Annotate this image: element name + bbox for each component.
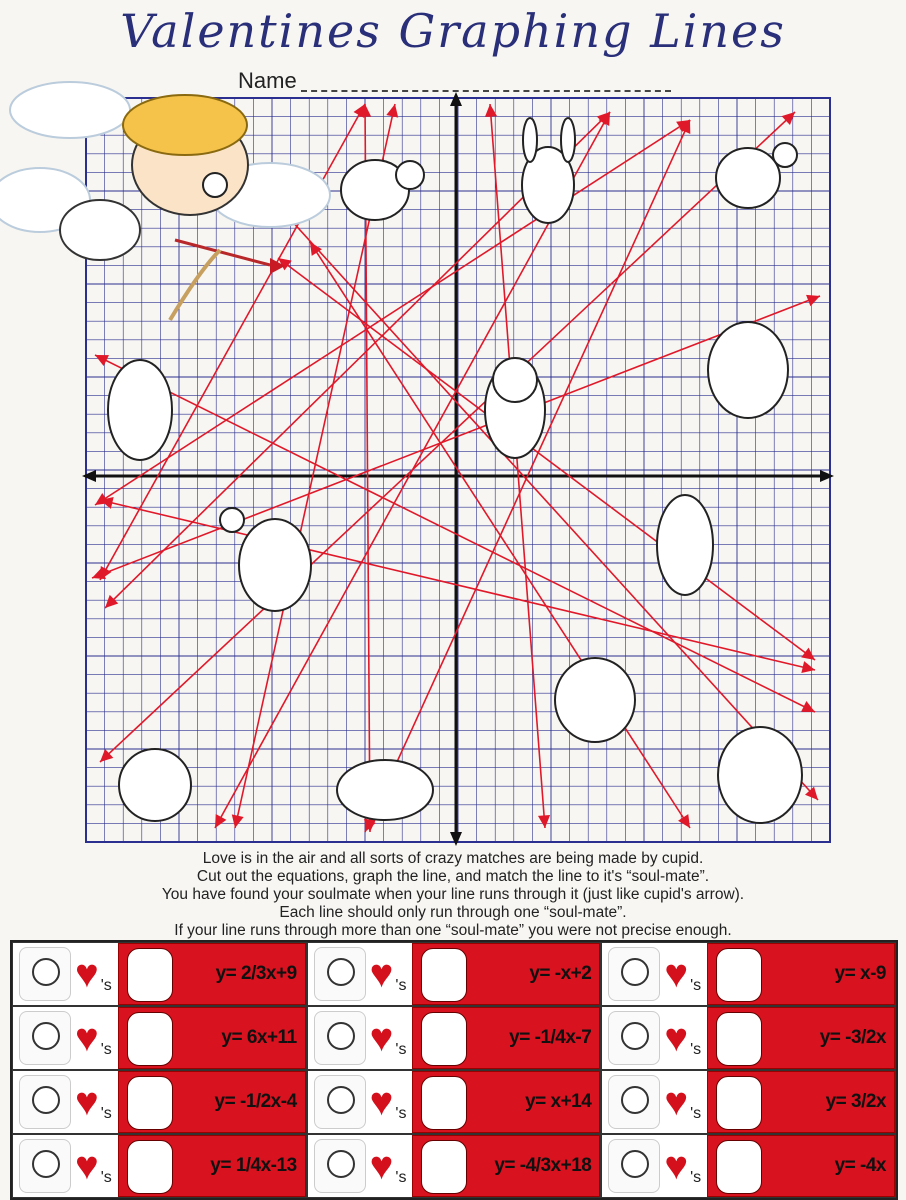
equation-card[interactable] bbox=[707, 1007, 895, 1069]
character-man bbox=[108, 360, 172, 460]
equation-card[interactable] bbox=[118, 943, 306, 1005]
heart-icon: ♥ bbox=[75, 1080, 99, 1124]
arrow-head-icon bbox=[801, 648, 815, 660]
soulmate-thumbnail bbox=[19, 947, 71, 1001]
character-thumbnail bbox=[127, 1012, 173, 1066]
instruction-line: You have found your soulmate when your line runs through it (just like cupid's arrow). bbox=[161, 886, 745, 903]
possessive-suffix: 's bbox=[100, 1105, 112, 1122]
equation-card[interactable] bbox=[707, 943, 895, 1005]
x-axis-arrow-left-icon bbox=[82, 470, 96, 482]
soulmate-thumbnail bbox=[314, 1139, 366, 1193]
equation-label: y= -x+2 bbox=[529, 963, 592, 984]
character-heart bbox=[119, 749, 191, 821]
character-girl-balloons bbox=[220, 508, 311, 611]
soulmate-thumbnail bbox=[608, 1139, 660, 1193]
y-axis-arrow-down-icon bbox=[450, 832, 462, 846]
arrow-head-icon bbox=[386, 104, 398, 118]
character-thumbnail bbox=[716, 1012, 762, 1066]
instruction-line: Cut out the equations, graph the line, and match the line to it's “soul-mate”. bbox=[196, 868, 710, 885]
equation-card[interactable] bbox=[412, 943, 600, 1005]
heart-icon: ♥ bbox=[664, 1016, 689, 1060]
equation-label: y= 2/3x+9 bbox=[215, 963, 297, 984]
heart-icon: ♥ bbox=[664, 952, 689, 996]
heart-icon: ♥ bbox=[75, 1144, 99, 1188]
character-pig bbox=[341, 160, 424, 220]
soulmate-thumbnail bbox=[19, 1075, 71, 1129]
soulmate-thumbnail bbox=[608, 1075, 660, 1129]
match-cell bbox=[307, 1070, 602, 1134]
equation-label: y= -3/2x bbox=[819, 1027, 886, 1048]
soulmate-thumbnail bbox=[314, 1075, 366, 1129]
character-thumbnail bbox=[716, 948, 762, 1002]
equation-card[interactable] bbox=[707, 1135, 895, 1197]
x-axis-arrow-right-icon bbox=[820, 470, 834, 482]
heart-icon: ♥ bbox=[369, 1080, 394, 1124]
soulmate-thumbnail bbox=[608, 947, 660, 1001]
character-boy-spots bbox=[657, 495, 713, 595]
character-boy-sad bbox=[485, 358, 545, 458]
match-cell bbox=[12, 1006, 307, 1070]
equation-label: y= x-9 bbox=[834, 963, 886, 984]
instructions bbox=[40, 850, 866, 940]
possessive-suffix: 's bbox=[100, 1169, 112, 1186]
equation-label: y= -4x bbox=[834, 1155, 886, 1176]
equation-label: y= 1/4x-13 bbox=[210, 1155, 297, 1176]
character-thumbnail bbox=[127, 1140, 173, 1194]
equation-card[interactable] bbox=[118, 1007, 306, 1069]
match-cell bbox=[12, 1134, 307, 1198]
possessive-suffix: 's bbox=[100, 977, 112, 994]
character-thumbnail bbox=[421, 1140, 467, 1194]
instruction-line: Love is in the air and all sorts of crazy matches are being made by cupid. bbox=[202, 850, 704, 867]
equation-label: y= -1/4x-7 bbox=[509, 1027, 592, 1048]
soulmate-thumbnail bbox=[314, 947, 366, 1001]
character-thumbnail bbox=[127, 1076, 173, 1130]
possessive-suffix: 's bbox=[690, 977, 702, 994]
character-thumbnail bbox=[421, 948, 467, 1002]
soulmate-thumbnail bbox=[608, 1011, 660, 1065]
match-cell bbox=[307, 942, 602, 1006]
equation-card[interactable] bbox=[412, 1135, 600, 1197]
heart-icon: ♥ bbox=[369, 1144, 394, 1188]
equation-label: y= x+14 bbox=[525, 1091, 592, 1112]
character-dragon bbox=[708, 322, 788, 418]
equation-card[interactable] bbox=[118, 1071, 306, 1133]
heart-icon: ♥ bbox=[664, 1080, 689, 1124]
equation-label: y= -4/3x+18 bbox=[494, 1155, 592, 1176]
character-mouse bbox=[716, 143, 797, 208]
heart-icon: ♥ bbox=[75, 1016, 99, 1060]
possessive-suffix: 's bbox=[395, 1105, 407, 1122]
name-label: Name bbox=[238, 68, 297, 93]
equation-match-table bbox=[10, 940, 898, 1200]
possessive-suffix: 's bbox=[395, 977, 407, 994]
worksheet-title: Valentines Graphing Lines bbox=[120, 4, 786, 58]
character-dog bbox=[337, 760, 433, 820]
instruction-line: Each line should only run through one “soul-mate”. bbox=[279, 904, 627, 921]
possessive-suffix: 's bbox=[690, 1041, 702, 1058]
instruction-line: If your line runs through more than one “soul-mate” you were not precise enough. bbox=[174, 922, 732, 939]
match-cell bbox=[12, 1070, 307, 1134]
character-hippo bbox=[718, 727, 802, 823]
arrow-head-icon bbox=[801, 661, 815, 673]
match-cell bbox=[601, 1134, 896, 1198]
possessive-suffix: 's bbox=[395, 1169, 407, 1186]
equation-card[interactable] bbox=[707, 1071, 895, 1133]
character-thumbnail bbox=[421, 1076, 467, 1130]
match-cell bbox=[12, 942, 307, 1006]
character-thumbnail bbox=[716, 1140, 762, 1194]
possessive-suffix: 's bbox=[690, 1169, 702, 1186]
match-cell bbox=[601, 1070, 896, 1134]
soulmate-thumbnail bbox=[19, 1139, 71, 1193]
character-thumbnail bbox=[716, 1076, 762, 1130]
soulmate-thumbnail bbox=[314, 1011, 366, 1065]
heart-icon: ♥ bbox=[75, 952, 99, 996]
equation-label: y= -1/2x-4 bbox=[214, 1091, 297, 1112]
character-thumbnail bbox=[127, 948, 173, 1002]
character-thumbnail bbox=[421, 1012, 467, 1066]
arrow-head-icon bbox=[678, 814, 690, 828]
possessive-suffix: 's bbox=[395, 1041, 407, 1058]
match-cell bbox=[307, 1006, 602, 1070]
soulmate-thumbnail bbox=[19, 1011, 71, 1065]
heart-icon: ♥ bbox=[664, 1144, 689, 1188]
heart-icon: ♥ bbox=[369, 952, 394, 996]
possessive-suffix: 's bbox=[690, 1105, 702, 1122]
equation-card[interactable] bbox=[412, 1071, 600, 1133]
arrow-head-icon bbox=[538, 815, 550, 828]
equation-label: y= 6x+11 bbox=[221, 1027, 297, 1048]
arrow-head-icon bbox=[232, 814, 244, 828]
heart-icon: ♥ bbox=[369, 1016, 394, 1060]
possessive-suffix: 's bbox=[100, 1041, 112, 1058]
character-girl bbox=[555, 658, 635, 742]
character-bunny bbox=[522, 118, 575, 223]
match-cell bbox=[601, 942, 896, 1006]
match-cell bbox=[307, 1134, 602, 1198]
match-cell bbox=[601, 1006, 896, 1070]
equation-card[interactable] bbox=[412, 1007, 600, 1069]
equation-card[interactable] bbox=[118, 1135, 306, 1197]
equation-label: y= 3/2x bbox=[825, 1091, 886, 1112]
